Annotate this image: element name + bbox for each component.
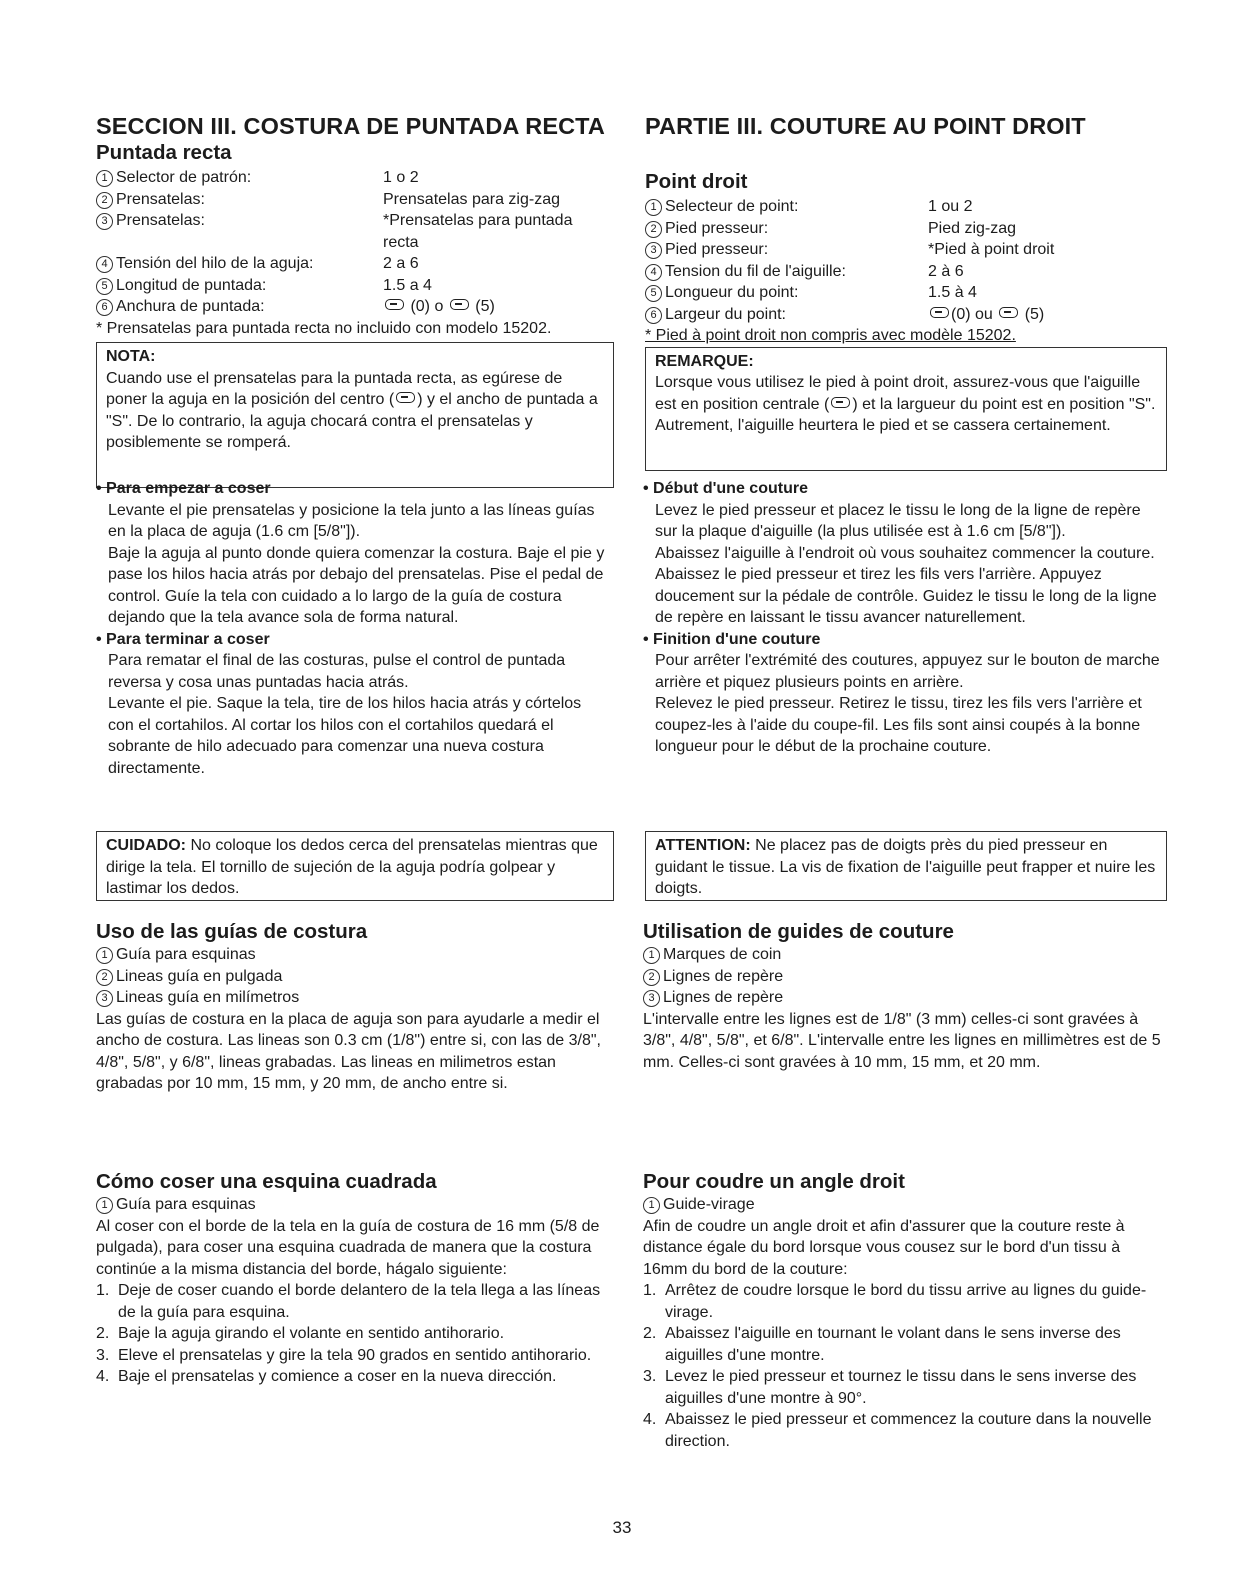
fr-param-label: 3 Pied presseur: xyxy=(645,239,928,261)
es-caution-text: No coloque los dedos cerca del prensatelas mientras que dirige la tela. El tornillo de sujeción de la aguja podría golpear y lastimar los dedos. xyxy=(106,837,598,897)
circled-number-icon: 2 xyxy=(96,192,113,209)
list-item: 4. Baje el prensatelas y comience a coser en la nueva dirección. xyxy=(96,1368,557,1385)
fr-param-value: 1.5 à 4 xyxy=(928,284,977,301)
es-param-label: 2 Prensatelas: xyxy=(96,189,383,211)
circled-number-icon: 5 xyxy=(96,278,113,295)
fr-note-text: Lorsque vous utilisez le pied à point droit, assurez-vous que l'aiguille est en position centrale ( ) et la largueur du point est en position "S". Autrement, l'aiguille heurtera le pied et se cassera certainement. xyxy=(655,374,1156,434)
fr-param-value: 1 ou 2 xyxy=(928,198,973,215)
fr-note-box xyxy=(645,347,1167,471)
center-needle-icon xyxy=(930,307,949,318)
es-note-box xyxy=(96,342,614,488)
es-start-text-2: Baje la aguja al punto donde quiera comenzar la costura. Baje el pie y pase los hilos hacia atrás por debajo del prensatelas. Pise el pedal de control. Guíe la tela con cuidado a lo largo de la guía de costura dejando que la tela avance sola de forma natural. xyxy=(108,544,605,626)
es-param-value: *Prensatelas para puntada recta xyxy=(383,212,573,251)
circled-number-icon: 1 xyxy=(96,947,113,964)
fr-section-title: PARTIE III. COUTURE AU POINT DROIT xyxy=(645,113,1086,139)
es-section-title: SECCION III. COSTURA DE PUNTADA RECTA xyxy=(96,113,605,139)
fr-param-value: (0) ou (5) xyxy=(928,304,1167,326)
fr-guides-text: L'intervalle entre les lignes est de 1/8" (3 mm) celles-ci sont gravées à 3/8", 4/8", 5/8", et 6/8". L'intervalle entre les lignes en millimètres est de 5 mm. Celles-ci sont gravées à 10 mm, 15 mm, et 20 mm. xyxy=(643,1010,1161,1071)
circled-number-icon: 3 xyxy=(645,242,662,259)
fr-corner-steps xyxy=(643,1280,1165,1452)
circled-number-icon: 1 xyxy=(645,199,662,216)
fr-param-label: 1 Selecteur de point: xyxy=(645,196,928,218)
es-corner-section xyxy=(96,1170,618,1388)
circled-number-icon: 3 xyxy=(643,990,660,1007)
fr-corner-section xyxy=(643,1170,1165,1452)
fr-caution-title: ATTENTION: xyxy=(655,837,751,854)
es-param-value: (0) o (5) xyxy=(383,296,616,318)
es-param-label: 4 Tensión del hilo de la aguja: xyxy=(96,253,383,275)
fr-param-label: 5 Longueur du point: xyxy=(645,282,928,304)
es-guide-item: 1 Guía para esquinas xyxy=(96,944,608,966)
center-needle-icon xyxy=(450,299,469,310)
circled-number-icon: 4 xyxy=(96,256,113,273)
fr-param-label: 2 Pied presseur: xyxy=(645,218,928,240)
fr-footnote: * Pied à point droit non compris avec modèle 15202. xyxy=(645,327,1016,344)
es-note-title: NOTA: xyxy=(106,348,156,365)
es-param-value: 1 o 2 xyxy=(383,169,419,186)
fr-corner-intro: Afin de coudre un angle droit et afin d'assurer que la couture reste à distance égale du bord lorsque vous cousez sur le bord d'un tissu à 16mm du bord de la couture: xyxy=(643,1217,1125,1278)
circled-number-icon: 1 xyxy=(643,947,660,964)
fr-param-value: *Pied à point droit xyxy=(928,241,1055,258)
fr-sewing-steps xyxy=(643,478,1165,758)
fr-param-label: 4 Tension du fil de l'aiguille: xyxy=(645,261,928,283)
es-start-heading: • Para empezar a coser xyxy=(96,478,610,500)
fr-straight-stitch xyxy=(645,170,1167,471)
fr-finish-text-1: Pour arrêter l'extrémité des coutures, appuyez sur le bouton de marche arrière et piquez plusieurs points en arrière. xyxy=(655,652,1160,691)
es-param-label: 5 Longitud de puntada: xyxy=(96,275,383,297)
es-guides-section xyxy=(96,920,608,1095)
circled-number-icon: 6 xyxy=(645,307,662,324)
circled-number-icon: 5 xyxy=(645,285,662,302)
center-needle-icon xyxy=(385,299,404,310)
es-guides-text: Las guías de costura en la placa de aguja son para ayudarle a medir el ancho de costura. Las lineas son 0.3 cm (1/8") entre si, con las de 3/8", 4/8", 5/8", y 6/8", lineas grabadas. Las lineas en milimetros estan grabadas por 10 mm, 15 mm, y 20 mm, de ancho entre si. xyxy=(96,1010,601,1092)
fr-finish-heading: • Finition d'une couture xyxy=(643,629,1165,651)
fr-param-value: Pied zig-zag xyxy=(928,219,1017,237)
fr-guide-item: 2 Lignes de repère xyxy=(643,966,1163,988)
page-number: 33 xyxy=(612,1518,632,1537)
fr-param-label: 6 Largeur du point: xyxy=(645,304,928,326)
es-corner-steps xyxy=(96,1280,618,1388)
fr-caution-text: Ne placez pas de doigts près du pied presseur en guidant le tissue. La vis de fixation de l'aiguille peut frapper et nuire les doigts. xyxy=(655,837,1156,897)
circled-number-icon: 3 xyxy=(96,213,113,230)
fr-guide-item: 1 Marques de coin xyxy=(643,944,1163,966)
fr-guides-section xyxy=(643,920,1163,1073)
es-param-label: 3 Prensatelas: xyxy=(96,210,383,253)
fr-params-table xyxy=(645,196,1167,325)
fr-guides-heading: Utilisation de guides de couture xyxy=(643,920,954,943)
fr-corner-heading: Pour coudre un angle droit xyxy=(643,1170,905,1193)
list-item: 2. Abaissez l'aiguille en tournant le volant dans le sens inverse des aiguilles d'une montre. xyxy=(643,1325,1121,1364)
es-finish-text-2: Levante el pie. Saque la tela, tire de los hilos hacia atrás y córtelos con el cortahilos. Al cortar los hilos con el cortahilos quedará el sobrante de hilo adecuado para comenzar una nueva costura directamente. xyxy=(108,695,582,777)
es-footnote: * Prensatelas para puntada recta no incluido con modelo 15202. xyxy=(96,319,552,337)
list-item: 1. Deje de coser cuando el borde delantero de la tela llega a las líneas de la guía para esquina. xyxy=(96,1282,601,1321)
fr-note-title: REMARQUE: xyxy=(655,352,754,370)
es-params-table xyxy=(96,167,616,318)
fr-start-text-2: Abaissez l'aiguille à l'endroit où vous souhaitez commencer la couture. Abaissez le pied presseur et tirez les fils vers l'arrière. Appuyez doucement sur la pédale de contrôle. Guidez le tissu le long de la ligne de repère en laissant le tissu avancer naturellement. xyxy=(655,544,1157,626)
es-straight-stitch-heading: Puntada recta xyxy=(96,141,232,164)
es-param-label: 1 Selector de patrón: xyxy=(96,167,383,189)
circled-number-icon: 2 xyxy=(96,969,113,986)
center-needle-icon xyxy=(831,397,850,408)
es-note-text: Cuando use el prensatelas para la puntada recta, as egúrese de poner la aguja en la posición del centro ( ) y el ancho de puntada a "S". De lo contrario, la aguja chocará contra el prensatelas y posiblemente se romperá. xyxy=(106,369,598,451)
center-needle-icon xyxy=(396,392,415,403)
circled-number-icon: 4 xyxy=(645,264,662,281)
es-straight-stitch xyxy=(96,141,616,488)
circled-number-icon: 3 xyxy=(96,990,113,1007)
es-param-label: 6 Anchura de puntada: xyxy=(96,296,383,318)
list-item: 1. Arrêtez de coudre lorsque le bord du tissu arrive au lignes du guide-virage. xyxy=(643,1282,1147,1321)
fr-start-text-1: Levez le pied presseur et placez le tissu le long de la ligne de repère sur la plaque d'aiguille (la plus utilisée est à 1.6 cm [5/8"]). xyxy=(655,501,1141,540)
fr-corner-item: 1 Guide-virage xyxy=(643,1194,1165,1216)
list-item: 3. Eleve el prensatelas y gire la tela 90 grados en sentido antihorario. xyxy=(96,1346,592,1364)
fr-start-heading: • Début d'une couture xyxy=(643,478,1165,500)
es-finish-text-1: Para rematar el final de las costuras, pulse el control de puntada reversa y cosa unas puntadas hacia atrás. xyxy=(108,652,566,691)
circled-number-icon: 1 xyxy=(96,170,113,187)
es-param-value: 2 a 6 xyxy=(383,255,419,272)
circled-number-icon: 2 xyxy=(643,969,660,986)
es-corner-intro: Al coser con el borde de la tela en la guía de costura de 16 mm (5/8 de pulgada), para coser una esquina cuadrada de manera que la costura continúe a la misma distancia del borde, hágalo siguiente: xyxy=(96,1217,600,1278)
es-sewing-steps xyxy=(96,478,610,779)
es-caution-box xyxy=(96,831,614,901)
es-param-value: 1.5 a 4 xyxy=(383,276,432,294)
es-corner-heading: Cómo coser una esquina cuadrada xyxy=(96,1170,437,1193)
es-corner-item: 1 Guía para esquinas xyxy=(96,1194,618,1216)
list-item: 3. Levez le pied presseur et tournez le tissu dans le sens inverse des aiguilles d'une montre à 90°. xyxy=(643,1368,1137,1407)
list-item: 2. Baje la aguja girando el volante en sentido antihorario. xyxy=(96,1325,505,1342)
es-guide-item: 3 Lineas guía en milímetros xyxy=(96,987,608,1009)
center-needle-icon xyxy=(999,307,1018,318)
fr-param-value: 2 à 6 xyxy=(928,262,964,280)
es-start-text-1: Levante el pie prensatelas y posicione la tela junto a las líneas guías en la placa de aguja (1.6 cm [5/8"]). xyxy=(108,501,595,540)
circled-number-icon: 2 xyxy=(645,221,662,238)
es-guide-item: 2 Lineas guía en pulgada xyxy=(96,966,608,988)
es-guides-heading: Uso de las guías de costura xyxy=(96,920,368,943)
circled-number-icon: 1 xyxy=(96,1197,113,1214)
circled-number-icon: 1 xyxy=(643,1197,660,1214)
es-caution-title: CUIDADO: xyxy=(106,837,186,854)
fr-caution-box xyxy=(645,831,1167,901)
list-item: 4. Abaissez le pied presseur et commencez la couture dans la nouvelle direction. xyxy=(643,1411,1152,1450)
fr-finish-text-2: Relevez le pied presseur. Retirez le tissu, tirez les fils vers l'arrière et coupez-les à l'aide du coupe-fil. Les fils sont ainsi coupés à la bonne longueur pour le début de la prochaine couture. xyxy=(655,695,1142,755)
es-param-value: Prensatelas para zig-zag xyxy=(383,190,560,208)
fr-guide-item: 3 Lignes de repère xyxy=(643,987,1163,1009)
es-finish-heading: • Para terminar a coser xyxy=(96,629,610,651)
fr-straight-stitch-heading: Point droit xyxy=(645,170,748,193)
circled-number-icon: 6 xyxy=(96,299,113,316)
